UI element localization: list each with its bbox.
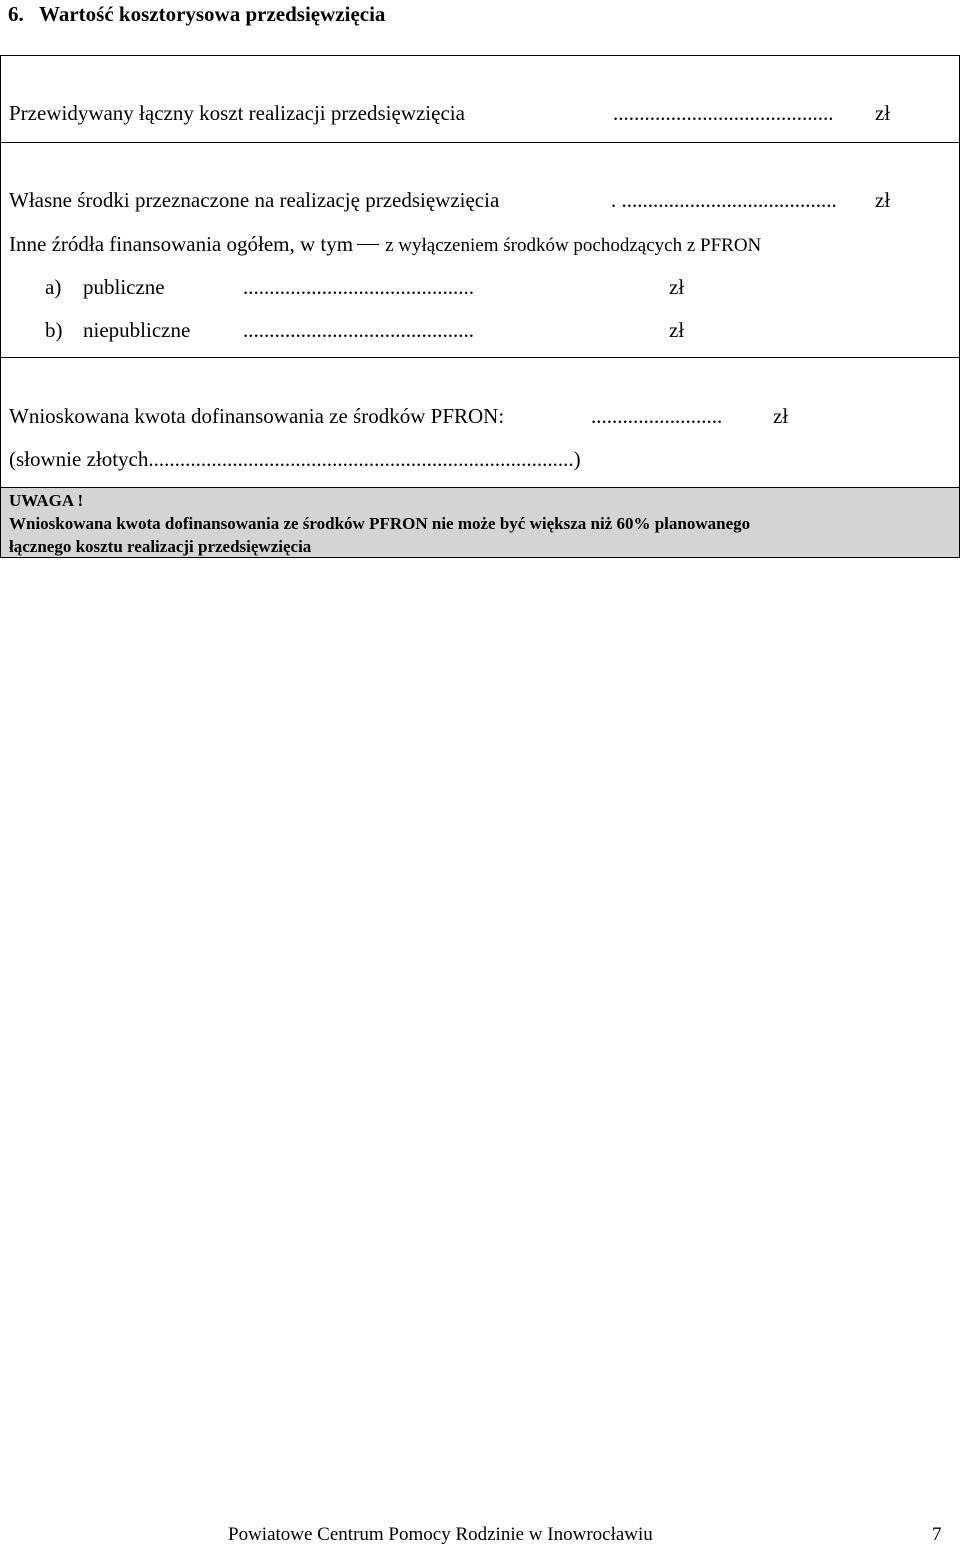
own-funds-label: Własne środki przeznaczone na realizację przedsięwzięcia: [9, 188, 500, 212]
warning-box: [0, 487, 960, 558]
amount-in-words-value[interactable]: .................................................................................: [148, 447, 574, 471]
own-funds-currency: zł: [875, 188, 891, 212]
warning-title: UWAGA !: [9, 491, 84, 510]
dash-separator: [357, 244, 379, 245]
page-number: 7: [932, 1524, 942, 1545]
public-funds-value[interactable]: ............................................: [243, 275, 474, 299]
item-label: niepubliczne: [83, 318, 191, 342]
warning-text-line-1: Wnioskowana kwota dofinansowania ze środków PFRON nie może być większa niż 60% planowanego: [9, 514, 751, 533]
funding-sources-box: [0, 142, 960, 358]
section-title: Wartość kosztorysowa przedsięwzięcia: [39, 2, 386, 26]
total-cost-box: [0, 55, 960, 143]
footer-institution: Powiatowe Centrum Pomocy Rodzinie w Inowrocławiu: [228, 1524, 653, 1545]
item-letter: b): [45, 318, 63, 342]
item-label: publiczne: [83, 275, 165, 299]
private-funds-value[interactable]: ............................................: [243, 318, 474, 342]
other-sources-note: z wyłączeniem środków pochodzących z PFRON: [385, 235, 762, 256]
item-currency: zł: [669, 318, 685, 342]
total-cost-label: Przewidywany łączny koszt realizacji przedsięwzięcia: [9, 101, 465, 125]
section-number: 6.: [8, 2, 24, 26]
amount-in-words-close: ): [573, 447, 581, 471]
item-currency: zł: [669, 275, 685, 299]
total-cost-currency: zł: [875, 101, 891, 125]
requested-funding-box: [0, 357, 960, 488]
own-funds-value[interactable]: . .........................................: [611, 188, 837, 212]
requested-amount-value[interactable]: .........................: [591, 404, 723, 428]
amount-in-words-label: (słownie złotych: [9, 447, 149, 471]
section-heading: [8, 0, 385, 28]
warning-text-line-2: łącznego kosztu realizacji przedsięwzięcia: [9, 537, 312, 556]
other-sources-label: Inne źródła finansowania ogółem, w tym: [9, 232, 354, 256]
item-letter: a): [45, 275, 62, 299]
total-cost-value[interactable]: ..........................................: [613, 101, 834, 125]
requested-amount-currency: zł: [773, 404, 789, 428]
requested-amount-label: Wnioskowana kwota dofinansowania ze środków PFRON:: [9, 404, 505, 428]
